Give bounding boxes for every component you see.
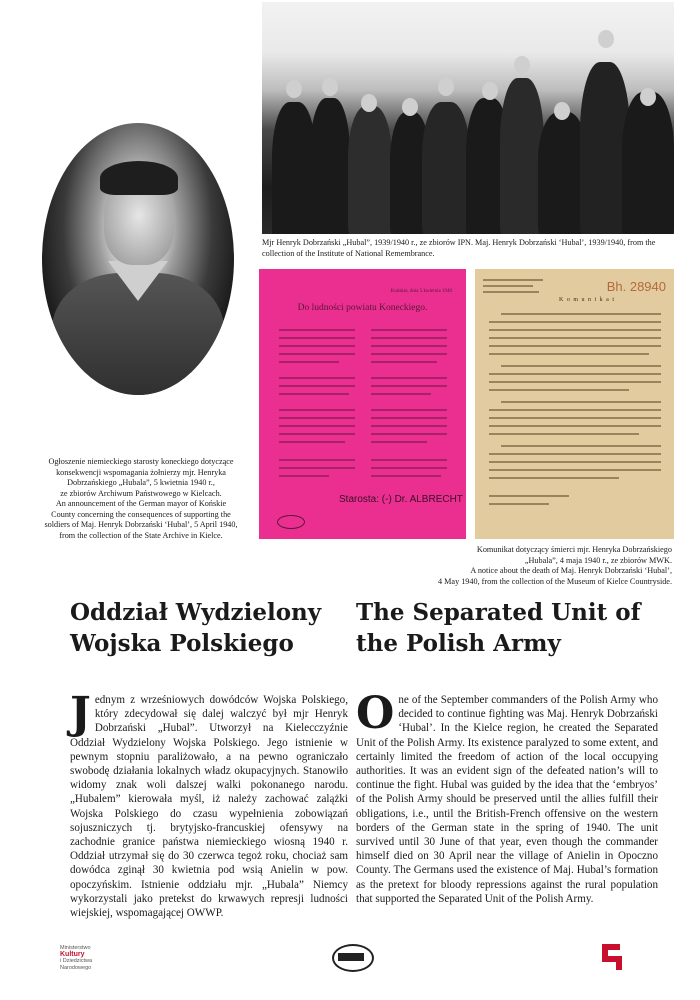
dropcap-english: O xyxy=(356,688,395,739)
ministry-culture-logo: Ministerstwo Kultury i Dziedzictwa Narodowego xyxy=(60,945,93,971)
announcement-title: Do ludności powiatu Koneckiego. xyxy=(297,303,428,313)
announcement-date: Końskie, dnia 5 kwietnia 1940 xyxy=(390,289,452,294)
institution-logo xyxy=(600,940,626,974)
announcement-signature: Starosta: (-) Dr. ALBRECHT xyxy=(339,494,463,505)
group-photo-caption: Mjr Henryk Dobrzański „Hubal”, 1939/1940 r., ze zbiorów IPN. Maj. Henryk Dobrzański ‘Hubal’, 1939/1940, from the collection of the Institute of National Remembrance. xyxy=(262,238,656,258)
announcement-caption: Ogłoszenie niemieckiego starosty koneckiego dotyczące konsekwencji wspomagania żołnierzy mjr. Henryka Dobrzańskiego „Hubala”, 5 kwietnia 1940 r., ze zbiorów Archiwum Państwowego w Kielcach. An announcement of the German mayor of Końskie County concerning the consequences of supporting the soldiers of Maj. Henryk Dobrzański ‘Hubal’, 5 April 1940, from the collection of the State Archive in Kielce. xyxy=(44,457,238,540)
communique-heading: K o m u n i k a t xyxy=(559,297,615,303)
body-polish: Jednym z wrześniowych dowódców Wojska Polskiego, który zdecydował się dalej walczyć był mjr Henryk Dobrzański „Hubal”. Utworzył na Kielecczyźnie Oddział Wydzielony Wojska Polskiego. Jego istnienie w pewnym stopniu paraliżowało, a na pewno ograniczało swobodę działania lokalnych władz okupacyjnych. Stanowiło widomy znak woli dalszej walki pokonanego narodu. „Hubalem” kierowała myśl, iż należy zachować zalążki Wojska Polskiego do czasu wypełnienia zobowiązań sojuszniczych tj. brytyjsko-francuskiej ofensywy na zachodnie granice państwa niemieckiego wiosną 1940 r. Oddział utrzymał się do 30 czerwca tegoż roku, chociaż sam dowódca zginął 30 kwietnia pod wsią Anielin w pow. opoczyńskim. Istnienie oddziału mjr. „Hubala” Niemcy wykorzystali jako pretekst do krwawych represji ludności wiejskiej, wspomagającej OWWP. xyxy=(70,688,348,920)
dropcap-polish: J xyxy=(70,688,91,739)
body-english: One of the September commanders of the Polish Army who decided to continue fighting was Maj. Henryk Dobrzański ‘Hubal’. In the Kielce region, he created the Separated Unit of the Polish Army. Its existence paralyzed to some extent, and certainly limited the freedom of action of the local occupying authorities. It was an evident sign of the defeated nation’s will to continue the fight. Hubal was guided by the idea that the ‘embryos’ of the Polish Army should be preserved until the allies fulfill their obligations, i.e., until the British-French offensive on the western borders of the German state in the spring of 1940. The unit survived until 30 June of that year, even though the commander himself died on 30 April near the village of Anielin in Opoczno County. The Germans used the existence of Maj. Hubal’s formation as the pretext for bloody repressions against the rural population that supported the Separated Unit of the Polish Army. xyxy=(356,688,658,905)
archive-stamp: Bh. 28940 xyxy=(606,279,666,294)
group-photo xyxy=(262,2,674,234)
portrait-photo xyxy=(42,123,234,395)
communique-caption: Komunikat dotyczący śmierci mjr. Henryka Dobrzańskiego „Hubala”, 4 maja 1940 r., ze zbiorów MWK. A notice about the death of Maj. Henryk Dobrzański ‘Hubal’, 4 May 1940, from the collection of the Museum of Kielce Countryside. xyxy=(438,545,672,586)
heading-polish: Oddział Wydzielony Wojska Polskiego xyxy=(70,599,322,657)
museum-seal-logo xyxy=(332,944,374,972)
communique-document xyxy=(475,269,674,539)
announcement-document xyxy=(259,269,466,539)
heading-english: The Separated Unit of the Polish Army xyxy=(356,599,641,657)
